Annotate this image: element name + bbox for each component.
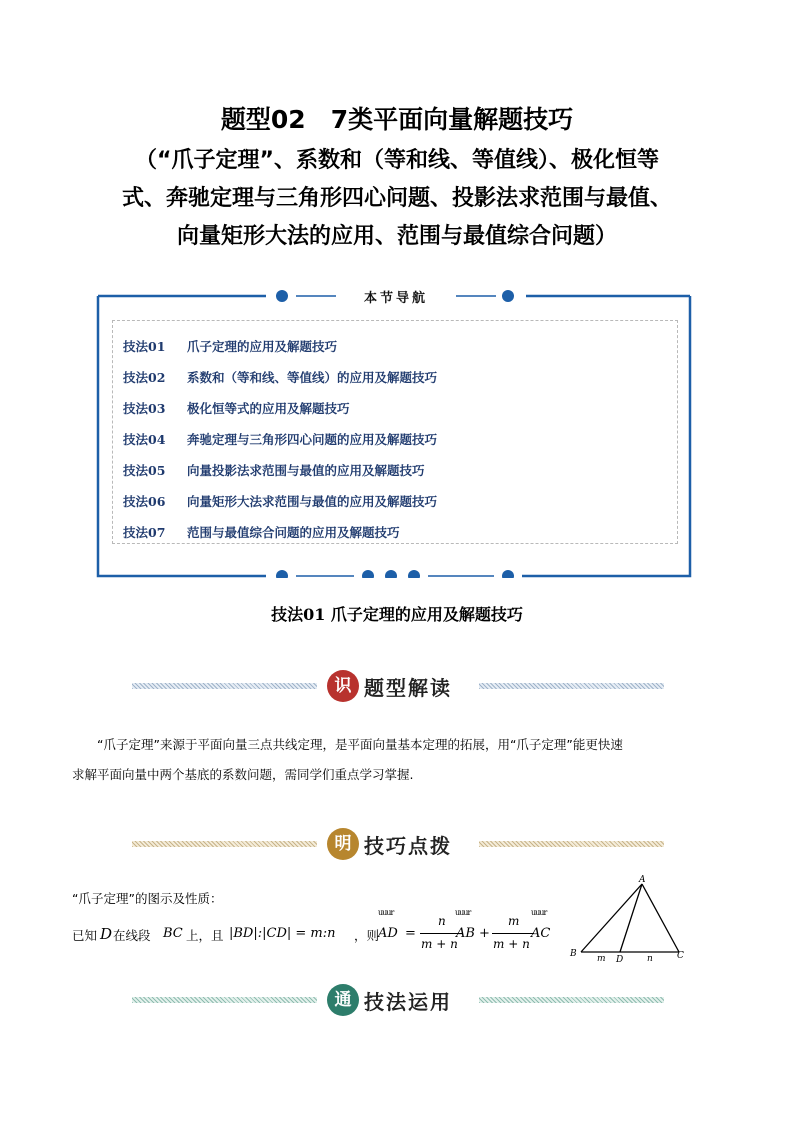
nav-item-number: 技法01: [123, 339, 166, 354]
tips-caption-text: “爪子定理”的图示及性质：: [72, 891, 223, 906]
intro-line: 求解平面向量中两个基底的系数问题，需同学们重点学习掌握.: [72, 767, 414, 782]
nav-item-technique-06[interactable]: [113, 486, 677, 517]
vector-arrow-mark: uuur: [455, 908, 471, 917]
banner-apply: [132, 982, 664, 1018]
intro-line: “爪子定理”来源于平面向量三点共线定理，是平面向量基本定理的拓展，用“爪子定理”能更快速: [97, 737, 623, 752]
subtitle-line: 式、奔驰定理与三角形四心问题、投影法求范围与最值、: [121, 186, 672, 211]
fraction-numerator: m: [508, 914, 520, 928]
nav-item-label: 向量投影法求范围与最值的应用及解题技巧: [187, 463, 425, 478]
banner-tips: [132, 826, 664, 862]
section-heading: 技法01 爪子定理的应用及解题技巧: [271, 605, 523, 624]
nav-item-number: 技法05: [123, 463, 166, 478]
nav-item-technique-03[interactable]: [113, 393, 677, 424]
banner-badge-icon: 识: [327, 670, 359, 702]
banner-title: 技法运用: [364, 990, 452, 1014]
nav-item-technique-05[interactable]: [113, 455, 677, 486]
vertex-label-a: A: [639, 875, 646, 885]
nav-item-number: 技法06: [123, 494, 166, 509]
nav-item-label: 极化恒等式的应用及解题技巧: [187, 401, 350, 416]
point-label-d: D: [616, 955, 624, 965]
vector-ad: AD: [378, 926, 398, 941]
nav-item-technique-04[interactable]: [113, 424, 677, 455]
banner-rule: [132, 997, 317, 1003]
fraction-denominator: m + n: [493, 937, 530, 951]
nav-item-label: 系数和（等和线、等值线）的应用及解题技巧: [187, 370, 438, 385]
formula-text: 已知: [72, 928, 98, 943]
page-title: 题型02 7类平面向量解题技巧: [220, 105, 574, 134]
nav-item-label: 奔驰定理与三角形四心问题的应用及解题技巧: [187, 432, 438, 447]
formula-ratio: |BD|:|CD| = m:n: [229, 926, 336, 941]
claw-theorem-figure: [565, 870, 695, 966]
nav-item-number: 技法07: [123, 525, 166, 540]
vertex-label-c: C: [677, 951, 684, 961]
subtitle-line: 向量矩形大法的应用、范围与最值综合问题）: [176, 224, 617, 249]
fraction-bar: [492, 933, 534, 934]
formula-var: BC: [163, 926, 183, 941]
claw-theorem-formula: [72, 908, 572, 958]
nav-item-number: 技法03: [123, 401, 166, 416]
nav-item-label: 爪子定理的应用及解题技巧: [187, 339, 338, 354]
formula-text: 上，且: [186, 928, 224, 943]
vector-ac: AC: [531, 926, 551, 941]
vector-arrow-mark: uuur: [378, 908, 394, 917]
segment-label-m: m: [597, 954, 606, 964]
nav-item-label: 向量矩形大法求范围与最值的应用及解题技巧: [187, 494, 438, 509]
nav-item-number: 技法04: [123, 432, 166, 447]
banner-title: 题型解读: [364, 676, 452, 700]
fraction-denominator: m + n: [421, 937, 458, 951]
vertex-label-b: B: [570, 949, 577, 959]
nav-item-technique-07[interactable]: [113, 517, 677, 548]
nav-item-number: 技法02: [123, 370, 166, 385]
formula-var: D: [100, 925, 113, 943]
formula-plus: +: [479, 926, 490, 941]
banner-interpret: [132, 668, 664, 704]
banner-rule: [132, 683, 317, 689]
nav-item-label: 范围与最值综合问题的应用及解题技巧: [187, 525, 400, 540]
nav-item-technique-02[interactable]: [113, 362, 677, 393]
formula-equals: =: [405, 926, 416, 941]
nav-item-technique-01[interactable]: [113, 331, 677, 362]
vector-arrow-mark: uuur: [531, 908, 547, 917]
banner-rule: [479, 841, 664, 847]
banner-rule: [479, 683, 664, 689]
fraction-numerator: n: [438, 914, 446, 928]
banner-rule: [132, 841, 317, 847]
section-navigation: [96, 284, 692, 578]
formula-text: ，则: [354, 928, 380, 943]
page-subtitle: [60, 142, 734, 256]
formula-text: 在线段: [113, 928, 151, 943]
banner-title: 技巧点拨: [364, 834, 452, 858]
subtitle-line: （“爪子定理”、系数和（等和线、等值线）、极化恒等: [135, 148, 659, 173]
vector-ab: AB: [456, 926, 475, 941]
intro-paragraph: [72, 730, 732, 790]
banner-badge-icon: 明: [327, 828, 359, 860]
banner-rule: [479, 997, 664, 1003]
nav-list: [112, 320, 678, 544]
banner-badge-icon: 通: [327, 984, 359, 1016]
nav-title: 本节导航: [363, 291, 428, 306]
segment-label-n: n: [647, 954, 653, 964]
